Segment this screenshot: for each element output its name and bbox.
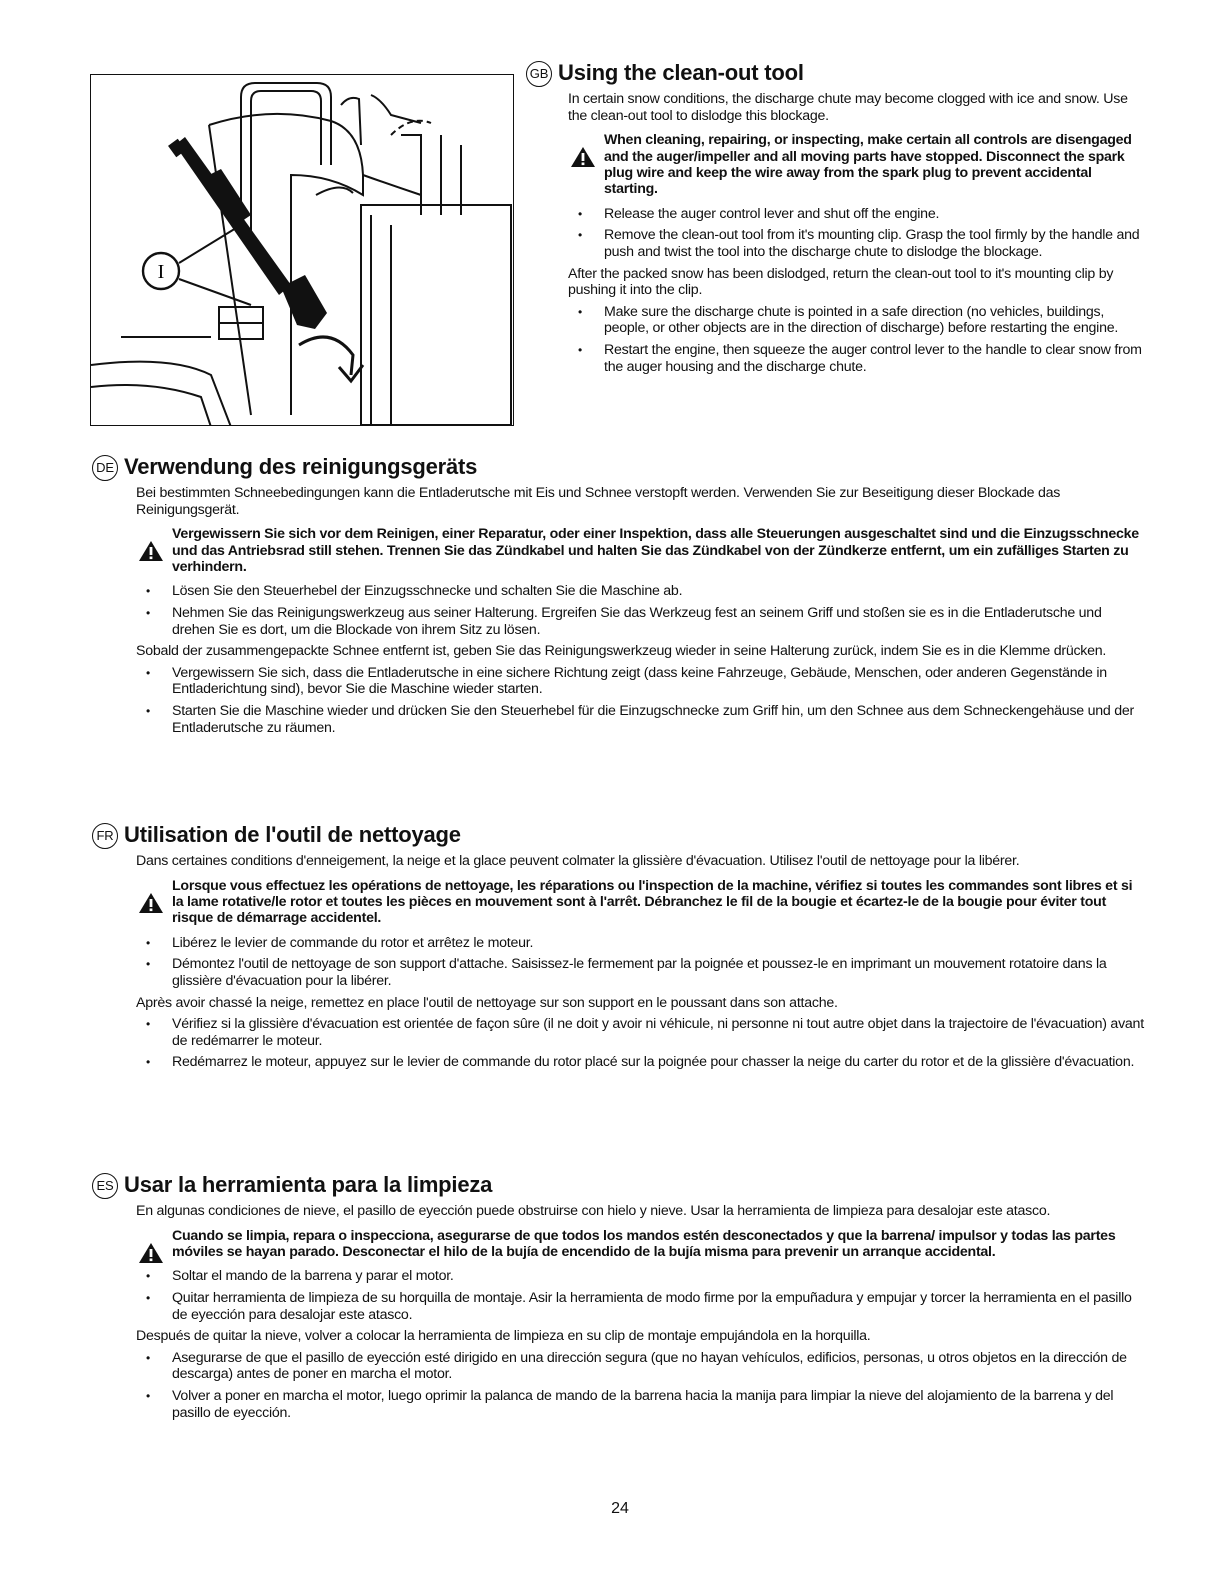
warning-text: When cleaning, repairing, or inspecting, make certain all controls are disengaged and the auger/impeller and all moving parts have stopped. Disconnect the spark plug wire and keep the wire away from the spark plug to prevent accidental starting. <box>604 132 1132 198</box>
illustration-drawing <box>91 75 514 426</box>
warning-text: Lorsque vous effectuez les opérations de nettoyage, les réparations ou l'inspection de la machine, vérifiez si toutes les commandes sont libres et si la lame rotative/le rotor et toutes les pièces en mouvement sont à l'arrêt. Débranchez le fil de la bougie et écartez-le de la bougie pour éviter tout risque de démarrage accidentel. <box>172 877 1133 927</box>
warning-block <box>136 878 1144 927</box>
warning-triangle-icon <box>138 540 164 562</box>
intro-text: En algunas condiciones de nieve, el pasillo de eyección puede obstruirse con hielo y nieve. Usar la herramienta de limpieza para desalojar este atasco. <box>136 1203 1051 1219</box>
page-number: 24 <box>611 1500 629 1517</box>
warning-triangle-icon <box>138 1242 164 1264</box>
section-gb <box>529 60 1142 375</box>
list-item: • Restart the engine, then squeeze the auger control lever to the handle to clear snow from the auger housing and the discharge chute. <box>568 342 1142 375</box>
steps-list <box>568 304 1142 375</box>
warning-block <box>136 526 1144 575</box>
clean-out-tool-illustration <box>90 74 514 426</box>
after-text: Sobald der zusammengepackte Schnee entfernt ist, geben Sie das Reinigungswerkzeug wieder in seine Halterung zurück, indem Sie es in die Klemme drücken. <box>136 643 1107 660</box>
list-item: • Make sure the discharge chute is pointed in a safe direction (no vehicles, buildings, people, or other objects are in the direction of discharge) before restarting the engine. <box>568 304 1142 337</box>
intro-text: Dans certaines conditions d'enneigement, la neige et la glace peuvent colmater la glissière d'évacuation. Utilisez l'outil de nettoyage pour la libérer. <box>136 853 1020 869</box>
list-item: • Starten Sie die Maschine wieder und drücken Sie den Steuerhebel für die Einzugschnecke zum Griff hin, um den Schnee aus dem Schneckengehäuse und der Entladerutsche zu räumen. <box>136 703 1144 736</box>
callout-label: I <box>157 261 165 283</box>
after-text: Después de quitar la nieve, volver a colocar la herramienta de limpieza en su clip de montaje empujándola en la horquilla. <box>136 1328 871 1345</box>
warning-text: Vergewissern Sie sich vor dem Reinigen, einer Reparatur, oder einer Inspektion, dass alle Steuerungen ausgeschaltet sind und die Einzugsschnecke und das Antriebsrad still stehen. Trennen Sie das Zündkabel und halten Sie das Zündkabel von der Zündkerze entfernt, um ein zufälliges Starten zu verhindern. <box>172 526 1139 575</box>
warning-block <box>568 132 1142 198</box>
list-item: • Nehmen Sie das Reinigungswerkzeug aus seiner Halterung. Ergreifen Sie das Werkzeug fest an seinem Griff und stoßen sie es in die Entladerutsche und drehen Sie es dort, um die Blockade von ihrem Sitz zu lösen. <box>136 605 1144 638</box>
warning-block <box>136 1228 1144 1261</box>
section-es <box>96 1172 1144 1421</box>
after-text: Après avoir chassé la neige, remettez en place l'outil de nettoyage sur son support en le poussant dans son attache. <box>136 994 838 1011</box>
intro-text: In certain snow conditions, the discharge chute may become clogged with ice and snow. Use the clean-out tool to dislodge this blockage. <box>568 91 1128 124</box>
list-item: • Lösen Sie den Steuerhebel der Einzugsschnecke und schalten Sie die Maschine ab. <box>136 583 1144 600</box>
list-item: • Soltar el mando de la barrena y parar el motor. <box>136 1268 1144 1285</box>
section-title: FR Utilisation de l'outil de nettoyage <box>92 822 1144 849</box>
section-fr <box>96 822 1144 1071</box>
steps-list <box>136 1350 1144 1421</box>
warning-text: Cuando se limpia, repara o inspecciona, asegurarse de que todos los mandos estén desconectados y que la barrena/ impulsor y todas las partes móviles se hayan parado. Desconectar el hilo de la bujía de encendido de la bujía misma para prevenir un arranque accidental. <box>172 1227 1116 1260</box>
language-badge: ES <box>92 1173 118 1199</box>
intro-text: Bei bestimmten Schneebedingungen kann die Entladerutsche mit Eis und Schnee verstopft werden. Verwenden Sie zur Beseitigung dieser Blockade das Reinigungsgerät. <box>136 485 1061 518</box>
steps-list <box>136 583 1144 638</box>
list-item: • Asegurarse de que el pasillo de eyección esté dirigido en una dirección segura (que no hayan vehículos, edificios, personas, u otros objetos en la dirección de descarga) antes de poner en marcha el motor. <box>136 1350 1144 1383</box>
list-item: • Volver a poner en marcha el motor, luego oprimir la palanca de mando de la barrena hacia la manija para limpiar la nieve del alojamiento de la barrena y del pasillo de eyección. <box>136 1388 1144 1421</box>
section-de <box>96 454 1144 736</box>
section-title: DE Verwendung des reinigungsgeräts <box>92 454 1144 481</box>
list-item: • Libérez le levier de commande du rotor et arrêtez le moteur. <box>136 935 1144 952</box>
section-title: GB Using the clean-out tool <box>526 60 1142 87</box>
steps-list <box>136 665 1144 736</box>
steps-list <box>568 206 1142 261</box>
warning-triangle-icon <box>138 892 164 914</box>
steps-list <box>136 1016 1144 1071</box>
list-item: • Vergewissern Sie sich, dass die Entladerutsche in eine sichere Richtung zeigt (dass keine Fahrzeuge, Gebäude, Menschen, oder anderen Gegenstände in Entladerichtung sind), bevor Sie die Maschine wieder starten. <box>136 665 1144 698</box>
section-title: ES Usar la herramienta para la limpieza <box>92 1172 1144 1199</box>
list-item: • Vérifiez si la glissière d'évacuation est orientée de façon sûre (il ne doit y avoir ni véhicule, ni personne ni tout autre objet dans la trajectoire de l'évacuation) avant de redémarrer le moteur. <box>136 1016 1144 1049</box>
list-item: • Release the auger control lever and shut off the engine. <box>568 206 1142 223</box>
steps-list <box>136 1268 1144 1323</box>
list-item: • Redémarrez le moteur, appuyez sur le levier de commande du rotor placé sur la poignée pour chasser la neige du carter du rotor et de la glissière d'évacuation. <box>136 1054 1144 1071</box>
list-item: • Quitar herramienta de limpieza de su horquilla de montaje. Asir la herramienta de modo firme por la empuñadura y empujar y torcer la herramienta en el pasillo de eyección para desalojar este atasco. <box>136 1290 1144 1323</box>
language-badge: DE <box>92 455 118 481</box>
steps-list <box>136 935 1144 990</box>
language-badge: FR <box>92 823 118 849</box>
list-item: • Remove the clean-out tool from it's mounting clip. Grasp the tool firmly by the handle and push and twist the tool into the discharge chute to dislodge the blockage. <box>568 227 1142 260</box>
after-text: After the packed snow has been dislodged, return the clean-out tool to it's mounting clip by pushing it into the clip. <box>568 265 1114 299</box>
list-item: • Démontez l'outil de nettoyage de son support d'attache. Saisissez-le fermement par la poignée et poussez-le en imprimant un mouvement rotatoire dans la glissière d'évacuation pour la libérer. <box>136 956 1144 989</box>
warning-triangle-icon <box>570 146 596 168</box>
language-badge: GB <box>526 61 552 87</box>
